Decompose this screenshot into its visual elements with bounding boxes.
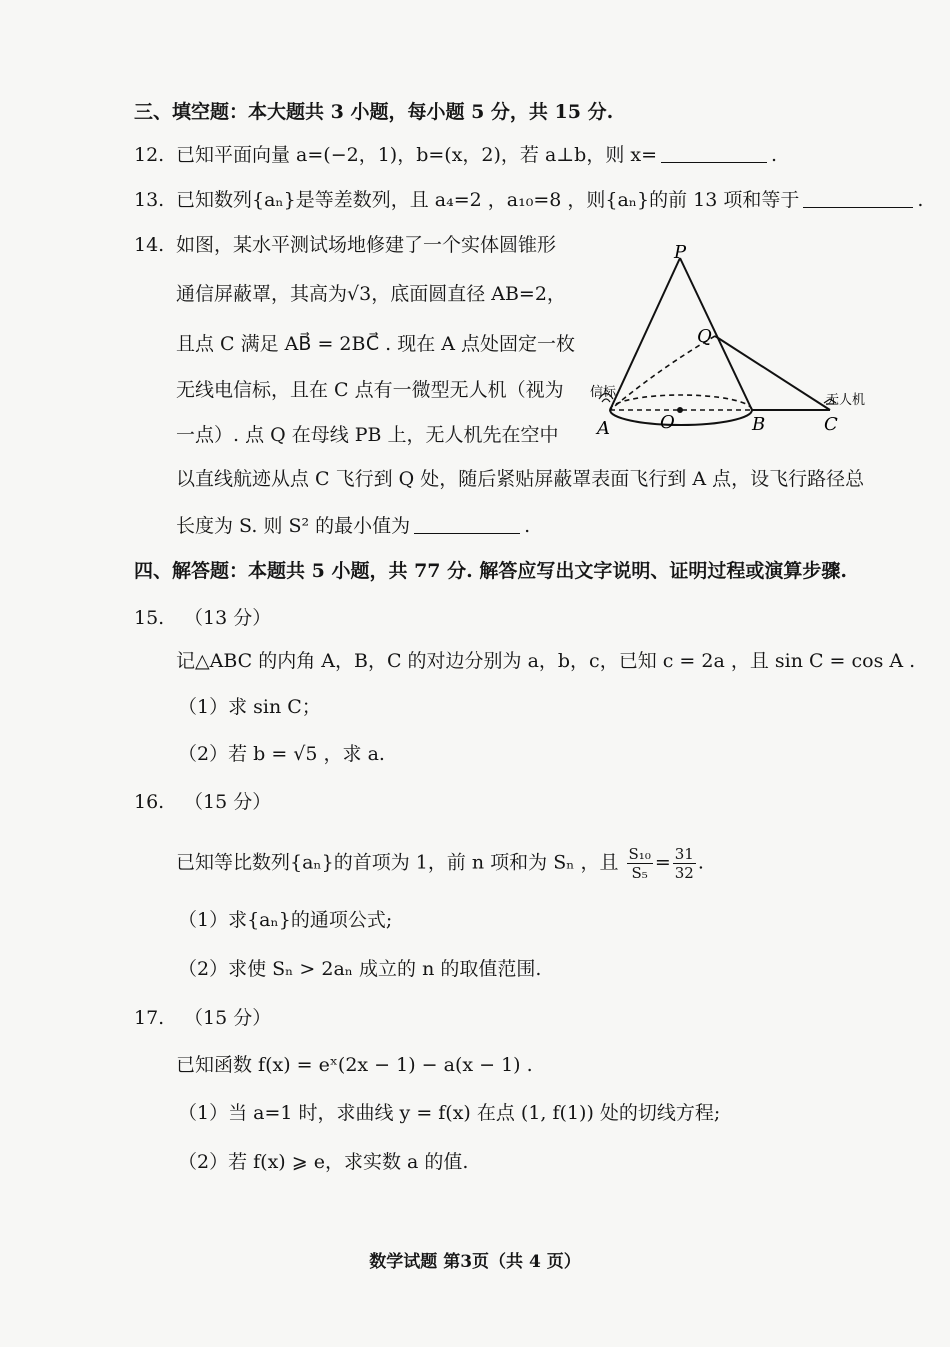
q17-part2: （2）若 f(x) ⩾ e，求实数 a 的值. (178, 1151, 469, 1173)
q16-eq: = (654, 851, 671, 874)
label-beacon: 信标 (590, 385, 617, 400)
q14-number: 14. (134, 234, 165, 256)
section4-heading: 四、解答题：本题共 5 小题，共 77 分. 解答应写出文字说明、证明过程或演算步骤. (134, 560, 847, 582)
q16-fraction-S (627, 845, 653, 882)
q14-line2: 通信屏蔽罩，其高为√3，底面圆直径 AB=2， (176, 283, 566, 305)
q14-end: . (524, 515, 531, 537)
q13-text-row (176, 186, 923, 214)
q16-part2: （2）求使 Sₙ > 2aₙ 成立的 n 的取值范围. (178, 958, 542, 980)
center-O-dot (677, 407, 683, 413)
q14-line4: 无线电信标，且在 C 点有一微型无人机（视为 (176, 379, 564, 401)
q14-line7: 长度为 S. 则 S² 的最小值为 (176, 515, 411, 537)
cone-side-PB (680, 258, 752, 410)
q15-part1: （1）求 sin C； (178, 696, 321, 718)
q12-text: 已知平面向量 a=(−2，1)，b=(x，2)，若 a⊥b，则 x= (176, 144, 657, 166)
q16-part1: （1）求{aₙ}的通项公式; (178, 909, 393, 931)
q16-number: 16. (134, 791, 165, 813)
cone-side-PA (610, 258, 680, 410)
q13-answer-blank (803, 189, 913, 208)
q17-number: 17. (134, 1007, 165, 1029)
q16-frac2-num: 31 (674, 845, 694, 863)
q15-score: （13 分） (184, 607, 272, 629)
label-B: B (752, 414, 766, 435)
q16-score: （15 分） (184, 791, 272, 813)
q14-line1: 如图，某水平测试场地修建了一个实体圆锥形 (176, 234, 557, 256)
q13-number: 13. (134, 189, 165, 211)
q14-answer-blank (414, 515, 520, 534)
q12-number: 12. (134, 144, 165, 166)
q17-stem: 已知函数 f(x) = eˣ(2x − 1) − a(x − 1) . (176, 1054, 533, 1076)
q12-text-row (176, 141, 777, 169)
label-drone: 无人机 (826, 393, 866, 408)
label-A: A (597, 418, 610, 439)
q13-end: . (917, 189, 924, 211)
q14-line7-row (176, 512, 530, 540)
label-Q: Q (697, 326, 712, 347)
q16-frac-den: S₅ (631, 864, 648, 882)
q16-stem-a: 已知等比数列{aₙ}的首项为 1，前 n 项和为 Sₙ ，且 (176, 851, 619, 874)
label-C: C (824, 414, 838, 435)
q14-line6: 以直线航迹从点 C 飞行到 Q 处，随后紧贴屏蔽罩表面飞行到 A 点，设飞行路径总 (176, 468, 865, 490)
surface-path-QA (610, 336, 715, 410)
q14-line3: 且点 C 满足 AB⃗ = 2BC⃗ . 现在 A 点处固定一枚 (176, 333, 576, 355)
q16-stem-row (176, 845, 704, 882)
q17-score: （15 分） (184, 1007, 272, 1029)
q15-stem: 记△ABC 的内角 A，B，C 的对边分别为 a，b，c，已知 c = 2a ，且 sin C = cos A . (176, 650, 916, 672)
q13-text: 已知数列{aₙ}是等差数列，且 a₄=2 ，a₁₀=8 ，则{aₙ}的前 13 项和等于 (176, 189, 800, 211)
q15-number: 15. (134, 607, 165, 629)
label-O: O (660, 412, 675, 433)
q14-cone-figure (580, 238, 880, 443)
label-P: P (674, 242, 687, 263)
q15-part2: （2）若 b = √5 ，求 a. (178, 743, 385, 765)
page-footer: 数学试题 第3页（共 4 页） (369, 1252, 581, 1272)
q12-end: . (771, 144, 778, 166)
q17-part1: （1）当 a=1 时，求曲线 y = f(x) 在点 (1, f(1)) 处的切线方程; (178, 1102, 721, 1124)
q16-fraction-value (673, 845, 696, 882)
q16-frac2-den: 32 (674, 864, 694, 882)
q16-frac-num: S₁₀ (628, 845, 651, 863)
q12-answer-blank (661, 144, 767, 163)
q14-line5: 一点）. 点 Q 在母线 PB 上，无人机先在空中 (176, 424, 559, 446)
q16-stem-end: . (697, 851, 704, 874)
section3-heading: 三、填空题：本大题共 3 小题，每小题 5 分，共 15 分. (134, 101, 614, 123)
